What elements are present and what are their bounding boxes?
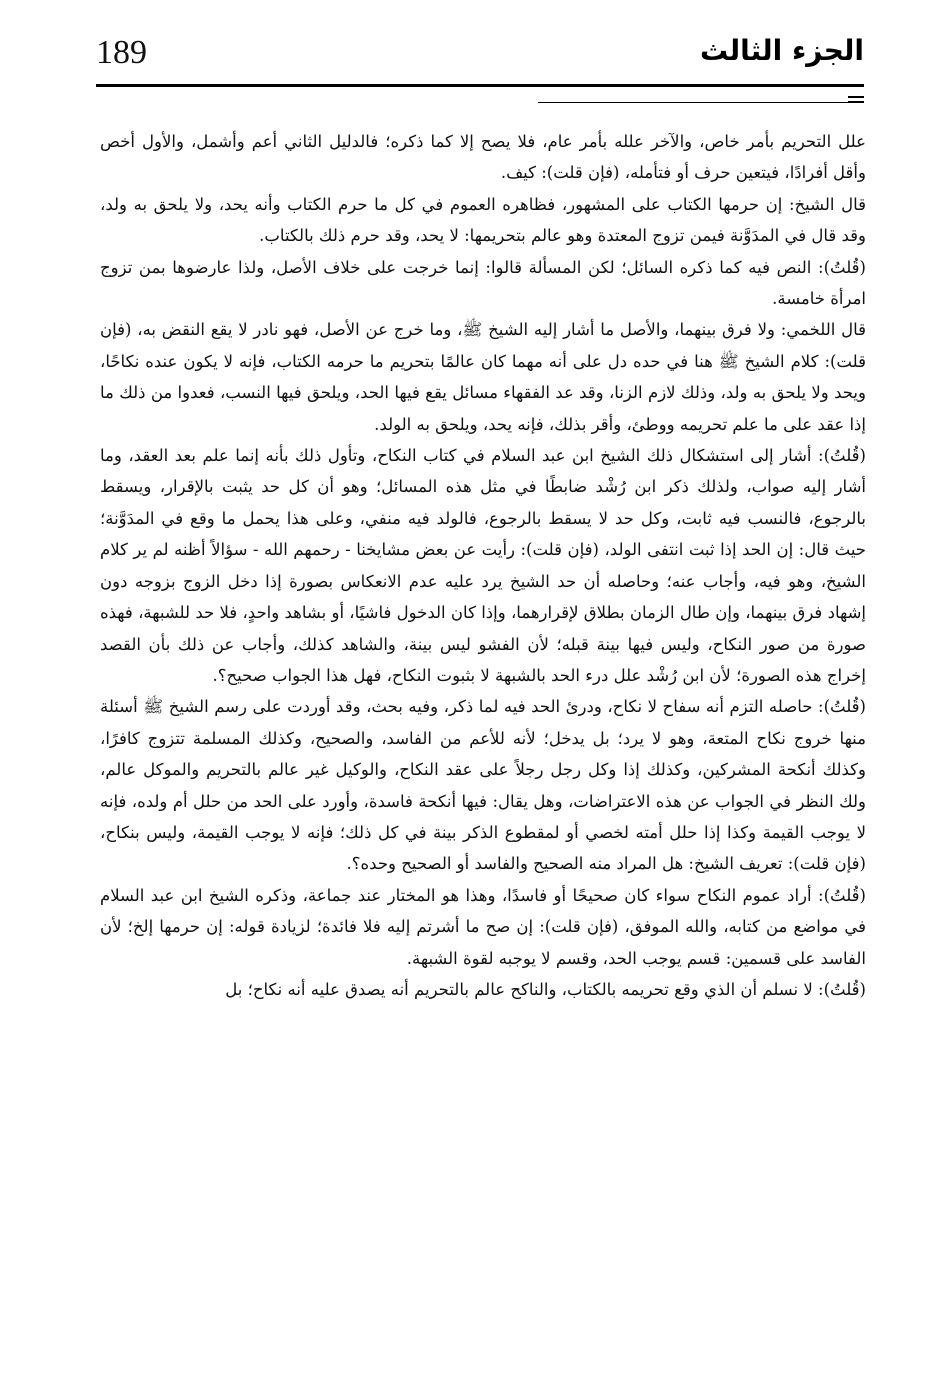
paragraph-1: علل التحريم بأمر خاص، والآخر علله بأمر عام، فلا يصح إلا كما ذكره؛ فالدليل الثاني أعم وأشمل، والأول أخص وأقل أفرادًا، فيتعين حرف أو فتأمله، (فإن قلت): كيف.	[100, 132, 866, 183]
header-mark-icon	[848, 96, 864, 106]
running-title: الجزء الثالث	[700, 34, 864, 67]
page-body	[100, 126, 866, 1005]
paragraph-7: (قُلتُ): أراد عموم النكاح سواء كان صحيحًا أو فاسدًا، وهذا هو المختار عند جماعة، وذكره الشيخ ابن عبد السلام في مواضع من كتابه، والله الموفق، (فإن قلت): إن صح ما أشرتم إليه فلا فائدة؛ لزيادة قوله: إن حرمها إلخ؛ لأن الفاسد على قسمين: قسم يوجب الحد، وقسم لا يوجبه لقوة الشبهة.	[100, 885, 866, 968]
header-subrule	[538, 102, 864, 103]
page-header	[96, 28, 864, 80]
header-rule	[96, 84, 864, 87]
paragraph-2: قال الشيخ: إن حرمها الكتاب على المشهور، فظاهره العموم في كل ما حرم الكتاب وأنه يحد، ولا يلحق به ولد، وقد قال في المدَوَّنة فيمن تزوج المعتدة وهو عالم بتحريمها: لا يحد، وقد حرم ذلك بالكتاب.	[100, 194, 866, 246]
paragraph-5: (قُلتُ): أشار إلى استشكال ذلك الشيخ ابن عبد السلام في كتاب النكاح، وتأول ذلك بأنه إنما علم بعد العقد، وما أشار إليه صواب، ولذلك ذكر ابن رُشْد ضابطًا في مثل هذه المسائل؛ وهو أن كل حد يثبت بالإقرار، ويسقط بالرجوع، فالنسب فيه ثابت، وكل حد لا يسقط بالرجوع، فالولد فيه منفي، وعلى هذا يحمل ما وقع في المدَوَّنة؛ حيث قال: إن الحد إذا ثبت انتفى الولد، (فإن قلت): رأيت عن بعض مشايخنا - رحمهم الله - سؤالاً أظنه لم ير كلام الشيخ، وهو فيه، وأجاب عنه؛ وحاصله أن حد الشيخ يرد عليه عدم الانعكاس بصورة إذا دخل الزوج بزوجه دون إشهاد فرق بينهما، وإن طال الزمان بطلاق لإقرارهما، وإذا كان الدخول فاشيًا، أو بشاهد واحدٍ، فلا حد للشبهة، فهذه صورة من صور النكاح، وليس فيها بينة قبله؛ لأن الفشو ليس بينة، والشاهد كذلك، وأجاب عن ذلك بأن القصد إخراج هذه الصورة؛ لأن ابن رُشْد علل درء الحد بالشبهة لا بثبوت النكاح، فهل هذا الجواب صحيح؟.	[100, 446, 866, 685]
paragraph-6: (قُلتُ): حاصله التزم أنه سفاح لا نكاح، ودرئ الحد فيه لما ذكر، وفيه بحث، وقد أوردت على رسم الشيخ ﷺ أسئلة منها خروج نكاح المتعة، وهو لا يرد؛ بل يدخل؛ لأنه للأعم من الفاسد، والصحيح، وكذلك المسلمة تتزوج كافرًا، وكذلك أنكحة المشركين، وكذلك إذا وكل رجل رجلاً على عقد النكاح، والوكيل غير عالم بالتحريم والموكل عالم، ولك النظر في الجواب عن هذه الاعتراضات، وهل يقال: فيها أنكحة فاسدة، وأورد على الحد من حلل أم ولده، فإنه لا يوجب القيمة وكذا إذا حلل أمته لخصي أو لمقطوع الذكر بينة في كل ذلك؛ فإنه لا يوجب القيمة، وليس بنكاح، (فإن قلت): تعريف الشيخ: هل المراد منه الصحيح والفاسد أو الصحيح وحده؟.	[100, 697, 866, 874]
paragraph-8: (قُلتُ): لا نسلم أن الذي وقع تحريمه بالكتاب، والناكح عالم بالتحريم أنه يصدق عليه أنه نكاح؛ بل	[225, 979, 866, 999]
paragraph-3: (قُلتُ): النص فيه كما ذكره السائل؛ لكن المسألة قالوا: إنما خرجت على خلاف الأصل، ولذا عارضوها بمن تزوج امرأة خامسة.	[100, 257, 866, 309]
paragraph-4: قال اللخمي: ولا فرق بينهما، والأصل ما أشار إليه الشيخ ﷺ، وما خرج عن الأصل، فهو نادر لا يقع النقض به، (فإن قلت): كلام الشيخ ﷺ هنا في حده دل على أنه مهما كان عالمًا بتحريم ما حرمه الكتاب، فإنه لا يكون عنده نكاحًا، ويحد ولا يلحق به ولد، وذلك لازم الزنا، وقد عد الفقهاء مسائل يقع فيها الحد، ويلحق فيها النسب، فعدوا من ذلك ما إذا عقد على ما علم تحريمه ووطئ، وأقر بذلك، فإنه يحد، ويلحق به الولد.	[100, 320, 866, 434]
page-number: 189	[96, 34, 147, 71]
